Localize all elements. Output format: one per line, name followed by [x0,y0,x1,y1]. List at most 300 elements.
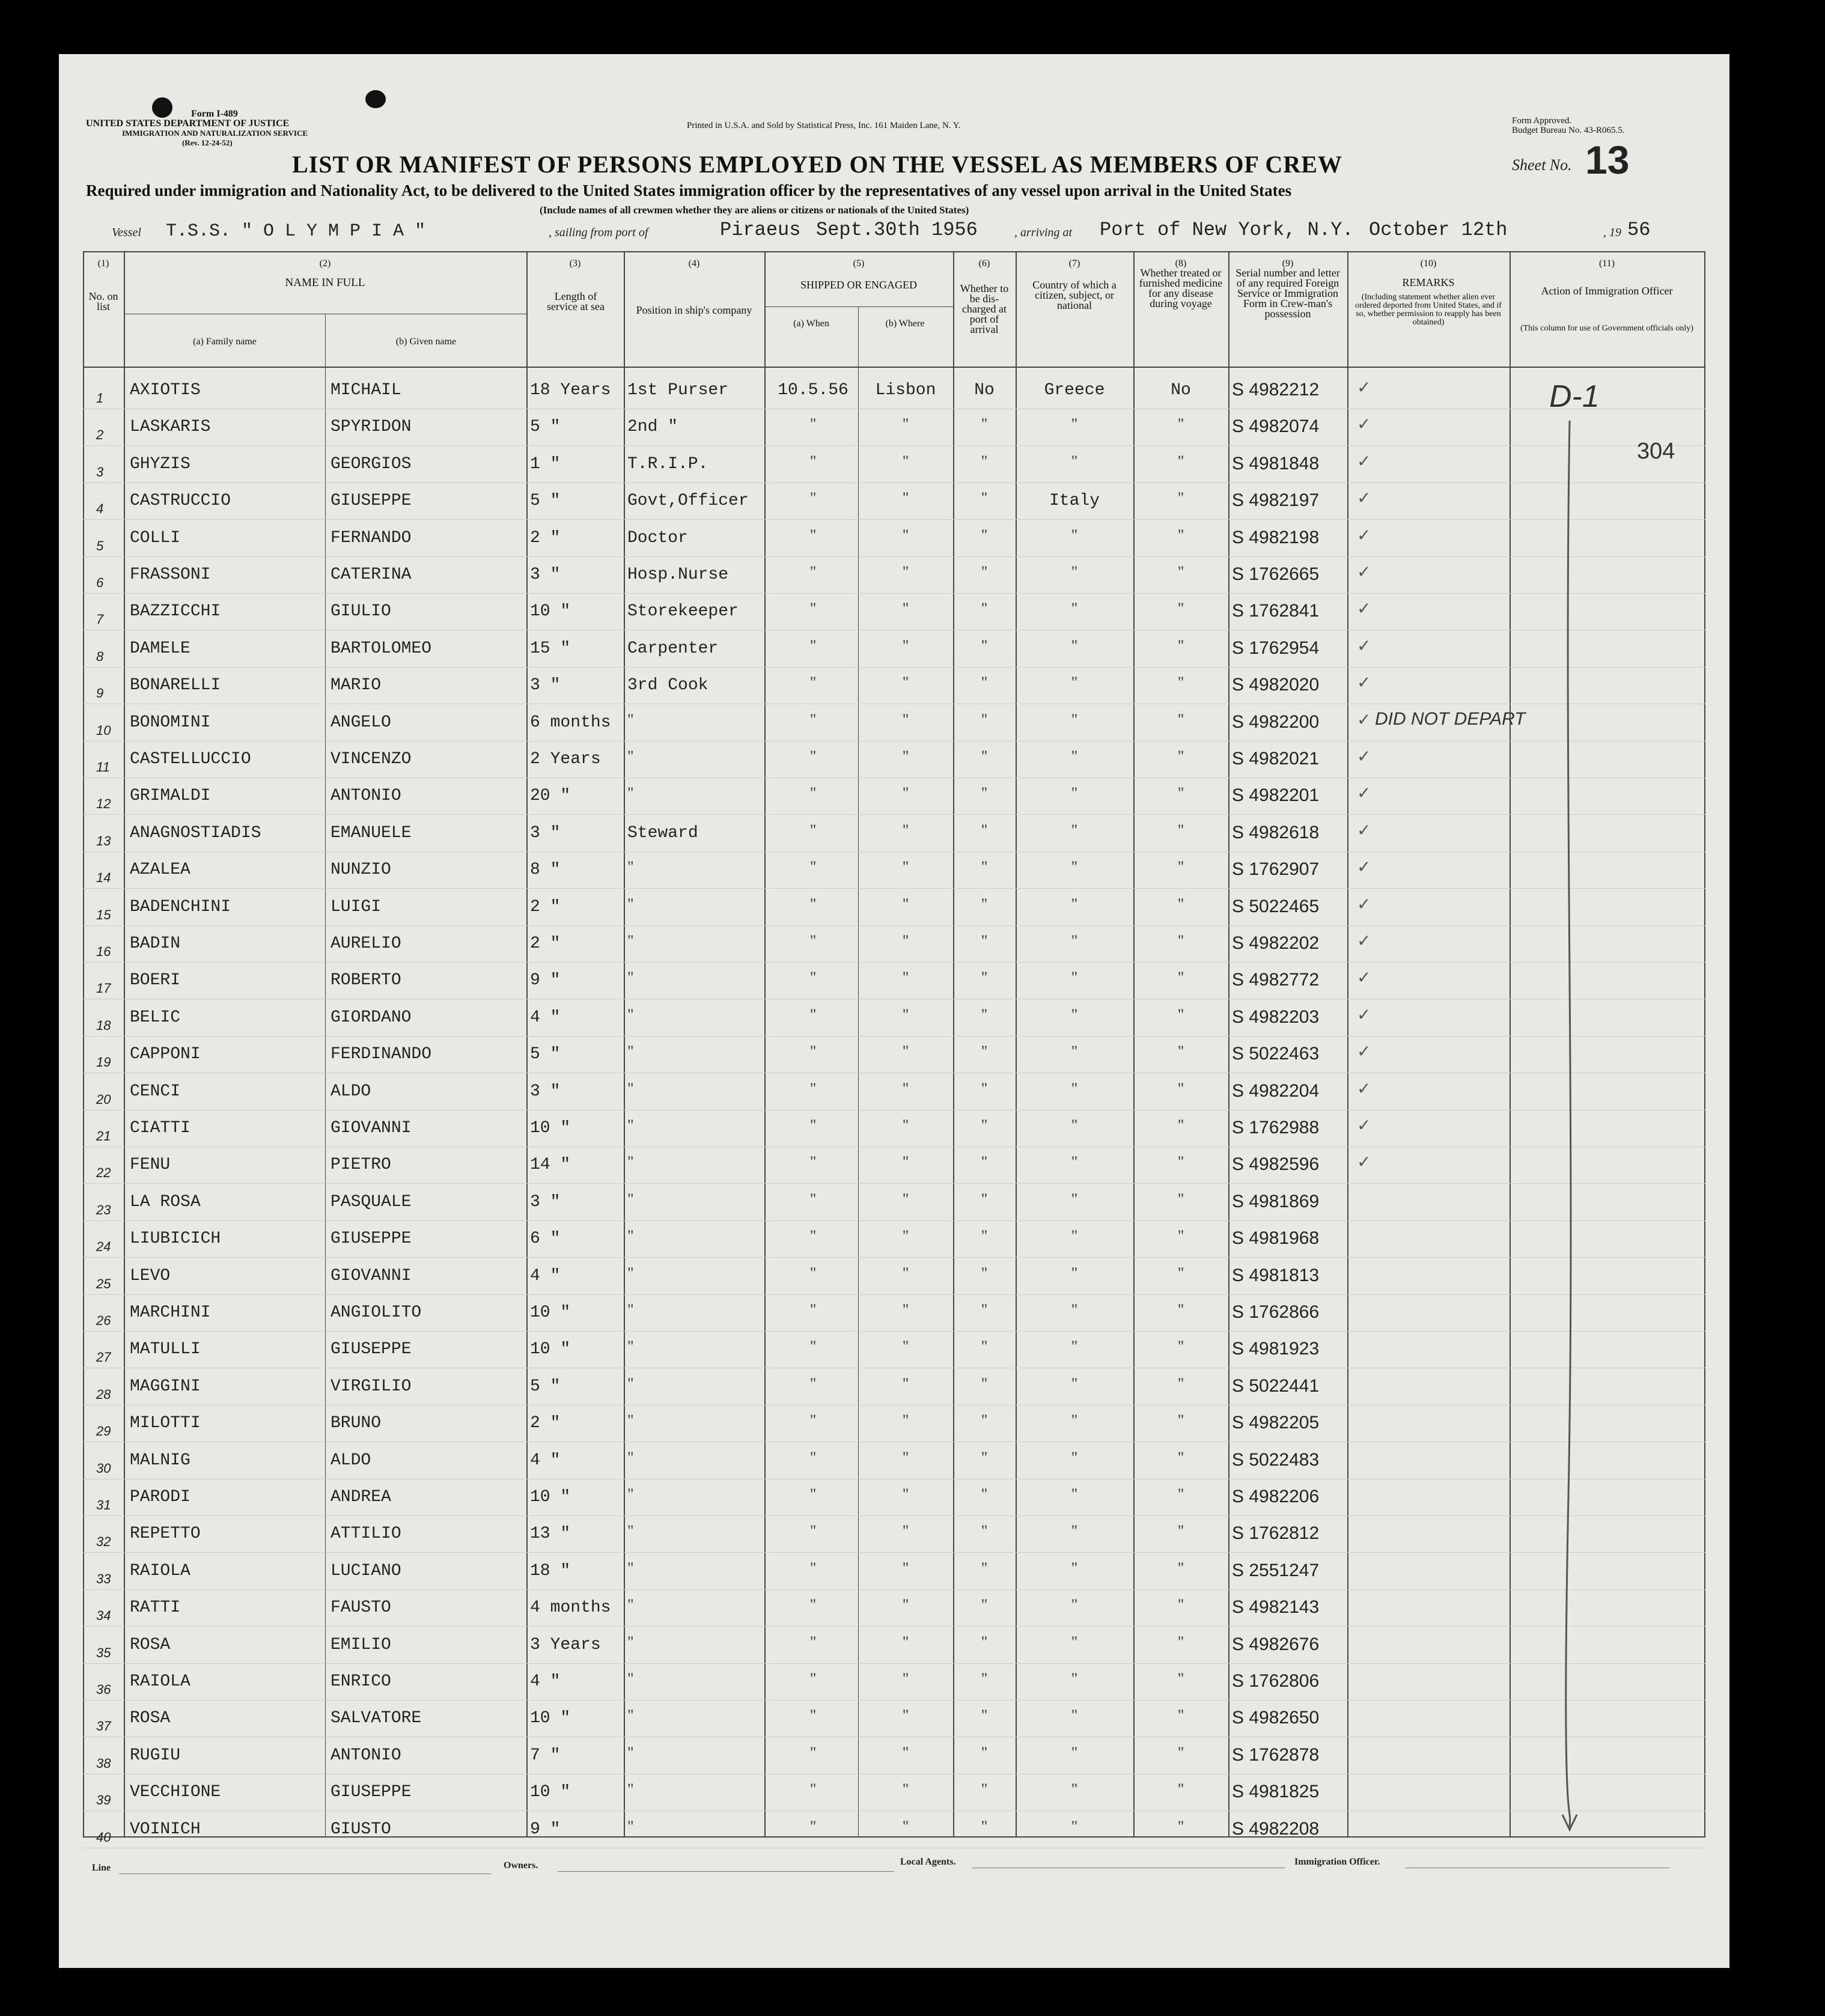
page-subtitle-note: (Include names of all crewmen whether they are aliens or citizens or nationals of the United States) [540,204,969,216]
medicine-cell: " [1177,1743,1184,1761]
shipped-where-cell: " [902,969,909,987]
given-name-cell: LUCIANO [331,1561,401,1580]
checkmark-icon: ✓ [1357,672,1371,693]
shipped-when-cell: " [809,821,817,839]
medicine-cell: " [1177,748,1184,765]
medicine-cell: " [1177,1485,1184,1503]
position-cell: " [627,1743,634,1761]
serial-number-cell: S 1762806 [1232,1671,1320,1691]
row-number: 3 [96,464,104,480]
discharged-cell: " [981,1116,988,1134]
service-length-cell: 2 " [530,934,561,953]
shipped-where-cell: " [902,932,909,949]
position-cell: " [627,1780,634,1798]
shipped-when-cell: " [809,748,817,765]
service-length-cell: 3 Years [530,1635,601,1654]
checkmark-icon: ✓ [1357,967,1371,988]
col6-header: Whether to be dis-charged at port of arrival [960,282,1009,335]
country-cell: " [1071,858,1078,876]
medicine-cell: " [1177,526,1184,544]
country-cell: " [1071,674,1078,692]
country-cell: Italy [1049,492,1100,511]
serial-number-cell: S 4981813 [1232,1265,1320,1285]
footer-owners: Owners. [504,1860,538,1871]
year-label: , 19 [1603,226,1621,239]
service-length-cell: 10 " [530,1119,571,1137]
shipped-when-cell: " [809,526,817,544]
col8-header: Whether treated or furnished medicine for any disease during voyage [1139,267,1223,309]
table-row [59,594,1729,631]
medicine-cell: " [1177,1153,1184,1171]
service-length-cell: 14 " [530,1156,571,1175]
country-cell: Greece [1044,381,1105,400]
discharged-cell: " [981,1412,988,1430]
position-cell: " [627,1522,634,1540]
shipped-where-cell: " [902,1190,909,1208]
table-row [59,373,1729,410]
shipped-when-cell: " [809,895,817,913]
medicine-cell: " [1177,1301,1184,1318]
medicine-cell: " [1177,1780,1184,1798]
shipped-where-cell: " [902,1670,909,1687]
given-name-cell: FERDINANDO [331,1045,432,1064]
service-length-cell: 5 " [530,492,561,511]
family-name-cell: RAIOLA [130,1561,190,1580]
table-row [59,889,1729,927]
table-row [59,1664,1729,1701]
service-length-cell: 2 " [530,1414,561,1433]
given-name-cell: GIUSTO [331,1820,391,1839]
shipped-when-cell: " [809,1412,817,1430]
position-cell: " [627,1190,634,1208]
service-length-cell: 2 Years [530,750,601,769]
given-name-cell: ANGIOLITO [331,1303,422,1322]
medicine-cell: " [1177,1079,1184,1097]
col2b-header: (b) Given name [395,337,457,347]
table-row [59,1516,1729,1553]
country-cell: " [1071,821,1078,839]
given-name-cell: MARIO [331,676,382,695]
checkmark-icon: ✓ [1357,1115,1371,1135]
arriving-label: , arriving at [1014,226,1073,239]
country-cell: " [1071,1743,1078,1761]
country-cell: " [1071,748,1078,765]
table-row [59,1812,1729,1849]
service-length-cell: 6 months [530,713,611,732]
position-cell: " [627,1043,634,1061]
discharged-cell: " [981,1522,988,1540]
country-cell: " [1071,526,1078,544]
shipped-when-cell: " [809,1522,817,1540]
arrival-port: Port of New York, N.Y. [1100,219,1354,241]
given-name-cell: EMANUELE [331,823,412,842]
family-name-cell: FRASSONI [130,565,211,584]
family-name-cell: RATTI [130,1598,181,1618]
medicine-cell: " [1177,821,1184,839]
shipped-where-cell: " [902,1338,909,1356]
row-number: 39 [96,1792,111,1808]
shipped-where-cell: " [902,821,909,839]
checkmark-icon: ✓ [1357,377,1371,397]
discharged-cell: " [981,969,988,987]
discharged-cell: " [981,452,988,470]
family-name-cell: LEVO [130,1266,171,1285]
row-number: 28 [96,1386,111,1402]
medicine-cell: " [1177,1264,1184,1282]
row-number: 18 [96,1017,111,1033]
col11-header: Action of Immigration Officer [1541,285,1673,297]
col7-header: Country of which a citizen, subject, or national [1032,279,1117,311]
row-number: 34 [96,1608,111,1624]
position-cell: " [627,969,634,987]
country-cell: " [1071,1153,1078,1171]
col2a-header: (a) Family name [193,337,257,347]
discharged-cell: " [981,748,988,765]
shipped-when-cell: " [809,674,817,692]
col8-number: (8) [1175,258,1187,269]
col10-note: (Including statement whether alien ever ordered deported from United States, and if so, whether permission to reapply has been obtained) [1355,293,1502,327]
serial-number-cell: S 1762812 [1232,1523,1320,1544]
discharged-cell: " [981,600,988,618]
shipped-when-cell: " [809,1633,817,1651]
shipped-where-cell: " [902,674,909,692]
position-cell: " [627,784,634,802]
medicine-cell: " [1177,1374,1184,1392]
position-cell: " [627,1707,634,1725]
family-name-cell: VOINICH [130,1820,201,1839]
shipped-where-cell: " [902,1264,909,1282]
medicine-cell: " [1177,858,1184,876]
discharged-cell: " [981,1374,988,1392]
given-name-cell: ANDREA [331,1488,391,1506]
row-number: 11 [96,760,110,775]
discharged-cell: " [981,1264,988,1282]
col9-header: Serial number and letter of any required Foreign Service or Immigration Form in Crew-man's possession [1235,267,1340,320]
serial-number-cell: S 2551247 [1232,1560,1320,1580]
service-length-cell: 3 " [530,676,561,695]
row-number: 2 [96,427,104,443]
service-length-cell: 5 " [530,418,561,437]
service-name: IMMIGRATION AND NATURALIZATION SERVICE [122,129,308,138]
shipped-when-cell: " [809,1301,817,1318]
row-number: 33 [96,1571,111,1586]
country-cell: " [1071,1448,1078,1466]
serial-number-cell: S 5022465 [1232,896,1320,916]
row-number: 16 [96,944,111,959]
table-top-border [83,251,1705,252]
shipped-where-cell: " [902,452,909,470]
serial-number-cell: S 4982772 [1232,970,1320,990]
row-number: 23 [96,1202,111,1217]
serial-number-cell: S 1762841 [1232,601,1320,621]
service-length-cell: 18 Years [530,381,611,400]
given-name-cell: GIULIO [331,602,391,621]
shipped-where-cell: " [902,1522,909,1540]
shipped-when-cell: " [809,932,817,949]
departure-port: Piraeus [720,219,801,241]
position-cell: " [627,1448,634,1466]
page-title: LIST OR MANIFEST OF PERSONS EMPLOYED ON THE VESSEL AS MEMBERS OF CREW [292,151,1342,178]
form-revision: (Rev. 12-24-52) [182,138,233,147]
country-cell: " [1071,1670,1078,1687]
service-length-cell: 9 " [530,971,561,990]
country-cell: " [1071,969,1078,987]
row-number: 10 [96,722,111,738]
family-name-cell: BELIC [130,1008,181,1027]
shipped-when-cell: " [809,1005,817,1023]
medicine-cell: " [1177,1707,1184,1725]
family-name-cell: CIATTI [130,1119,190,1137]
shipped-where-cell: " [902,489,909,507]
position-cell: Doctor [627,528,688,547]
country-cell: " [1071,636,1078,654]
given-name-cell: PIETRO [331,1156,391,1175]
discharged-cell: " [981,1301,988,1318]
shipped-where-cell: " [902,1412,909,1430]
serial-number-cell: S 1762866 [1232,1302,1320,1322]
given-name-cell: ENRICO [331,1672,391,1691]
shipped-where-cell: " [902,1079,909,1097]
given-name-cell: FERNANDO [331,528,412,547]
shipped-when-cell: " [809,1227,817,1245]
medicine-cell: " [1177,1190,1184,1208]
row-number: 6 [96,575,104,590]
medicine-cell: " [1177,600,1184,618]
country-cell: " [1071,1264,1078,1282]
serial-number-cell: S 4982203 [1232,1006,1320,1027]
arrival-year: 56 [1627,219,1651,241]
col10-number: (10) [1420,258,1437,269]
position-cell: " [627,1264,634,1282]
table-row [59,963,1729,1000]
table-row [59,1627,1729,1664]
given-name-cell: GIUSEPPE [331,1340,412,1359]
service-length-cell: 5 " [530,1377,561,1396]
serial-number-cell: S 4981869 [1232,1191,1320,1211]
discharged-cell: " [981,895,988,913]
table-row [59,1147,1729,1184]
table-row [59,1738,1729,1775]
shipped-where-cell: " [902,710,909,728]
country-cell: " [1071,1559,1078,1577]
discharged-cell: " [981,1079,988,1097]
row-number: 35 [96,1645,111,1660]
department-name: UNITED STATES DEPARTMENT OF JUSTICE [86,118,290,129]
country-cell: " [1071,1485,1078,1503]
country-cell: " [1071,452,1078,470]
given-name-cell: ROBERTO [331,971,401,990]
position-cell: " [627,1153,634,1171]
row-number: 17 [96,981,111,996]
position-cell: Carpenter [627,639,719,658]
shipped-when-cell: " [809,1264,817,1282]
col5b-header: (b) Where [885,318,925,329]
shipped-when-cell: " [809,1485,817,1503]
medicine-cell: " [1177,1448,1184,1466]
medicine-cell: " [1177,1005,1184,1023]
given-name-cell: GIUSEPPE [331,1229,412,1249]
service-length-cell: 7 " [530,1746,561,1765]
given-name-cell: GIOVANNI [331,1119,412,1137]
family-name-cell: REPETTO [130,1524,201,1544]
family-name-cell: ROSA [130,1709,171,1728]
given-name-cell: ALDO [331,1082,371,1101]
country-cell: " [1071,1374,1078,1392]
shipped-when-cell: " [809,1043,817,1061]
family-name-cell: VECCHIONE [130,1783,221,1802]
row-number: 9 [96,686,104,701]
given-name-cell: ANTONIO [331,1746,401,1765]
given-name-cell: SPYRIDON [331,418,412,437]
serial-number-cell: S 5022463 [1232,1044,1320,1064]
shipped-when-cell: " [809,1448,817,1466]
family-name-cell: BONARELLI [130,676,221,695]
position-cell: " [627,932,634,949]
country-cell: " [1071,1338,1078,1356]
discharged-cell: " [981,1485,988,1503]
family-name-cell: BOERI [130,971,181,990]
shipped-where-cell: " [902,895,909,913]
footer-agents: Local Agents. [900,1857,956,1867]
row-number: 25 [96,1276,111,1291]
table-row [59,1405,1729,1443]
serial-number-cell: S 4981848 [1232,453,1320,474]
row-number: 40 [96,1829,111,1845]
position-cell: 3rd Cook [627,676,708,695]
shipped-where-cell: " [902,1116,909,1134]
shipped-where-cell: " [902,1043,909,1061]
col11-note: (This column for use of Government officials only) [1520,324,1693,333]
budget-number: Budget Bureau No. 43-R065.5. [1512,126,1625,135]
checkmark-icon: ✓ [1357,562,1371,582]
service-length-cell: 4 " [530,1451,561,1470]
discharged-cell: " [981,1338,988,1356]
sailing-label: , sailing from port of [549,226,648,239]
table-row [59,1479,1729,1517]
row-number: 15 [96,907,111,922]
table-row [59,852,1729,889]
serial-number-cell: S 4982198 [1232,527,1320,547]
position-cell: Hosp.Nurse [627,565,729,584]
shipped-where-cell: " [902,1485,909,1503]
table-row [59,1184,1729,1222]
discharged-cell: " [981,1005,988,1023]
shipped-where-cell: " [902,1005,909,1023]
row-number: 38 [96,1755,111,1771]
given-name-cell: MICHAIL [331,381,401,400]
position-cell: 2nd " [627,418,678,437]
col10-header: REMARKS [1402,276,1455,288]
serial-number-cell: S 4982204 [1232,1080,1320,1101]
serial-number-cell: S 4982200 [1232,711,1320,732]
family-name-cell: BONOMINI [130,713,211,732]
discharged-cell: " [981,821,988,839]
medicine-cell: No [1171,381,1191,400]
position-cell: " [627,1005,634,1023]
country-cell: " [1071,415,1078,433]
family-name-cell: BAZZICCHI [130,602,221,621]
ink-blot [152,97,172,118]
country-cell: " [1071,1227,1078,1245]
discharged-cell: " [981,858,988,876]
checkmark-icon: ✓ [1357,1004,1371,1025]
table-row [59,409,1729,446]
medicine-cell: " [1177,563,1184,580]
service-length-cell: 10 " [530,602,571,621]
country-cell: " [1071,1079,1078,1097]
given-name-cell: BRUNO [331,1414,382,1433]
col4-number: (4) [688,258,700,269]
discharged-cell: " [981,1707,988,1725]
country-cell: " [1071,710,1078,728]
row-number: 13 [96,833,111,848]
serial-number-cell: S 4981825 [1232,1782,1320,1802]
service-length-cell: 4 months [530,1598,611,1618]
serial-number-cell: S 4982618 [1232,822,1320,842]
table-row [59,1701,1729,1738]
family-name-cell: CASTRUCCIO [130,492,231,511]
given-name-cell: EMILIO [331,1635,391,1654]
discharged-cell: " [981,1227,988,1245]
page-subtitle: Required under immigration and Nationality Act, to be delivered to the United States immigration officer by the representatives of any vessel upon arrival in the United States [86,181,1292,199]
family-name-cell: CENCI [130,1082,181,1101]
serial-number-cell: S 4982208 [1232,1818,1320,1839]
checkmark-icon: ✓ [1357,598,1371,619]
row-number: 24 [96,1239,111,1255]
col3-header: Length of service at sea [547,290,605,312]
service-length-cell: 9 " [530,1820,561,1839]
service-length-cell: 2 " [530,897,561,916]
country-cell: " [1071,1301,1078,1318]
given-name-cell: ANGELO [331,713,391,732]
country-cell: " [1071,1596,1078,1614]
shipped-where-cell: " [902,858,909,876]
country-cell: " [1071,932,1078,949]
crew-table-body [59,373,1729,1845]
given-name-cell: BARTOLOMEO [331,639,432,658]
row-number: 14 [96,870,111,886]
table-row [59,1553,1729,1591]
row-number: 20 [96,1091,111,1107]
form-number: Form I-489 [191,109,238,119]
service-length-cell: 4 " [530,1266,561,1285]
shipped-where-cell: " [902,415,909,433]
table-row [59,483,1729,520]
family-name-cell: CASTELLUCCIO [130,750,251,769]
shipped-when-cell: " [809,1116,817,1134]
sheet-label: Sheet No. [1512,156,1572,174]
serial-number-cell: S 1762954 [1232,638,1320,658]
checkmark-icon: ✓ [1357,857,1371,877]
row-number: 32 [96,1534,111,1550]
table-row [59,631,1729,668]
position-cell: " [627,1485,634,1503]
checkmark-icon: ✓ [1357,1152,1371,1172]
position-cell: " [627,1633,634,1651]
checkmark-icon: ✓ [1357,488,1371,508]
service-length-cell: 18 " [530,1561,571,1580]
given-name-cell: ANTONIO [331,787,401,806]
table-row [59,1074,1729,1111]
row-number: 31 [96,1497,111,1512]
service-length-cell: 10 " [530,1340,571,1359]
shipped-when-cell: " [809,858,817,876]
discharged-cell: " [981,1780,988,1798]
row-number: 21 [96,1128,111,1144]
shipped-when-cell: " [809,1596,817,1614]
country-cell: " [1071,600,1078,618]
checkmark-icon: ✓ [1357,820,1371,840]
